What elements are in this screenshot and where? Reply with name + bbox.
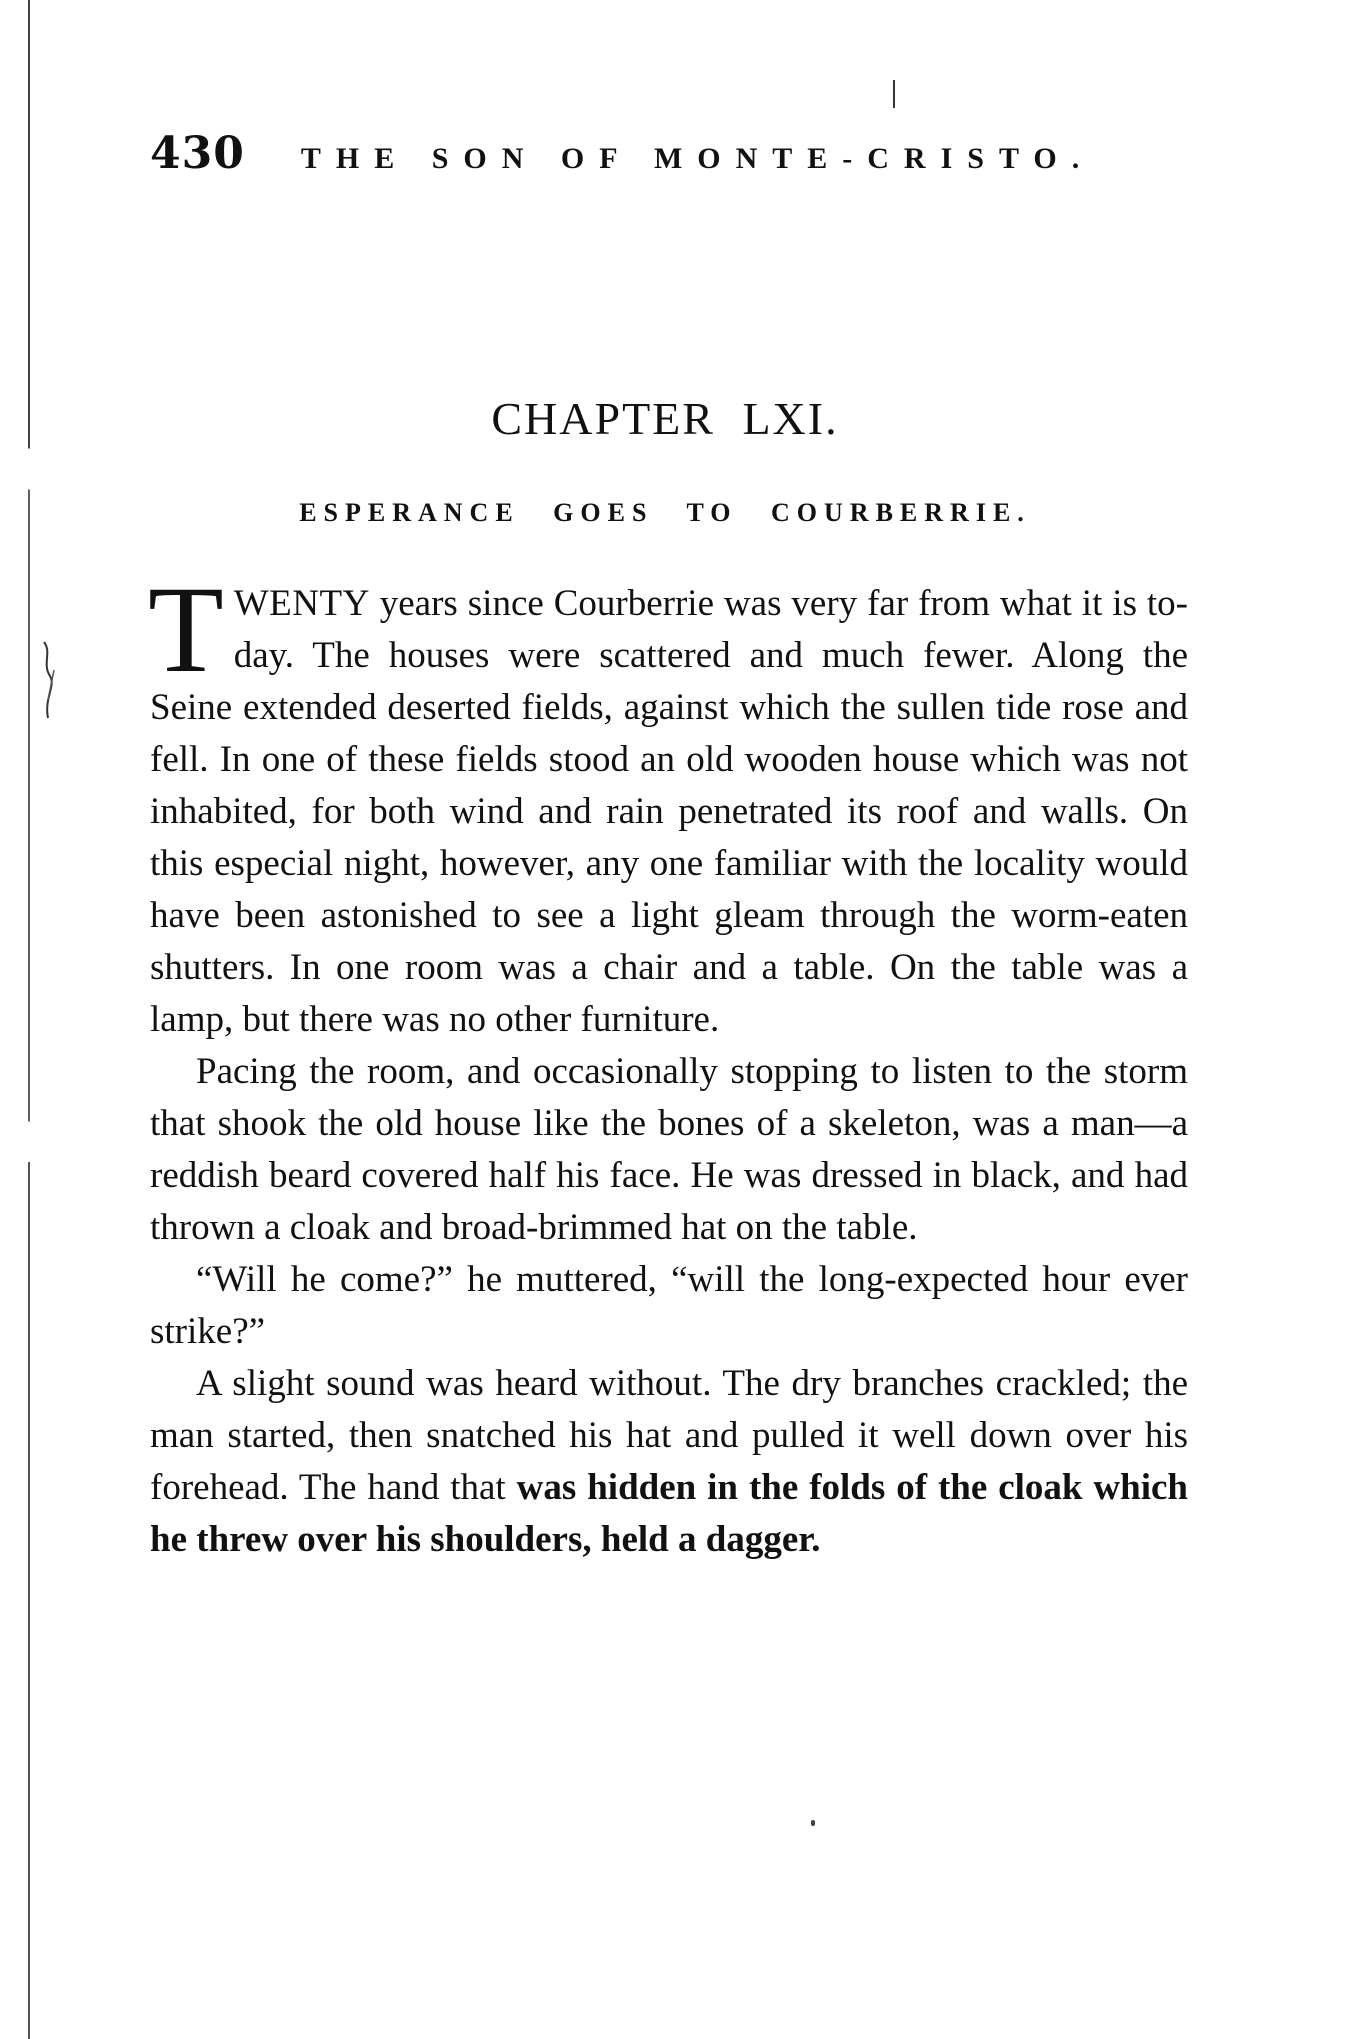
chapter-number: CHAPTER LXI.: [491, 393, 839, 444]
opening-word: WENTY: [233, 583, 370, 624]
paragraph-1: [148, 561, 1188, 1046]
scan-speck: [811, 1820, 815, 1826]
scan-edge-line: [28, 0, 30, 2039]
chapter-title: ESPERANCE GOES TO COURBERRIE.: [299, 498, 1031, 527]
paragraph-4-text: A slight sound was heard without. The dry branches crackled; the man started, then snatched his hat and pulled it well down over his forehead. The hand that: [150, 1363, 1188, 1508]
paragraph-1-text: years since Courberrie was very far from what it is to-day. The houses were scattered and much fewer. Along the Seine extended deserted fields, against which the sullen tide rose and fell. In one of these fields stood an old wooden house which was not inhabited, for both wind and rain penetrated its roof and walls. On this especial night, however, any one familiar with the locality would have been astonished to see a light gleam through the worm-eaten shutters. In one room was a chair and a table. On the table was a lamp, but there was no other furniture.: [150, 583, 1188, 1040]
drop-cap: T: [148, 561, 224, 698]
paragraph-2: Pacing the room, and occasionally stopping to listen to the storm that shook the old house like the bones of a skeleton, was a man—a reddish beard covered half his face. He was dressed in black, and had thrown a cloak and broad-brimmed hat on the table.: [150, 1051, 1188, 1248]
scan-margin-mark: [38, 640, 62, 720]
running-title: THE SON OF MONTE-CRISTO.: [300, 142, 1095, 175]
running-head: [150, 128, 1180, 188]
body-text: [148, 561, 1189, 1566]
paragraph-3: “Will he come?” he muttered, “will the long-expected hour ever strike?”: [150, 1259, 1188, 1352]
page-number: 430: [150, 128, 245, 179]
paragraph-4: [150, 1358, 1188, 1566]
paragraph-4-heavy-text: was hidden in the folds of the cloak which he threw over his shoulders, held a dagger.: [150, 1467, 1189, 1560]
scan-top-tick: [893, 80, 895, 108]
